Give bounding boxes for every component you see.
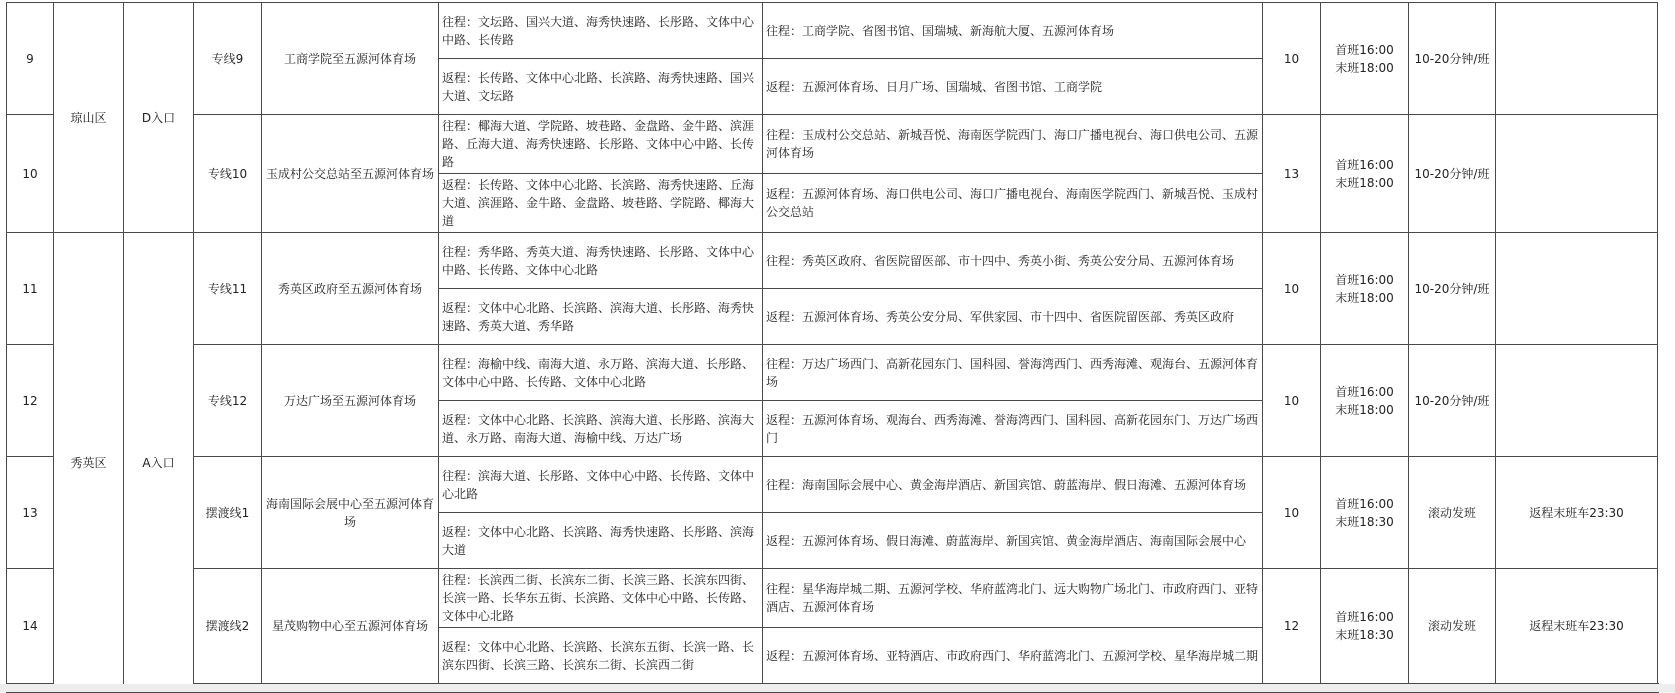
departure-interval: 10-20分钟/班 [1409,233,1496,345]
row-number: 12 [7,345,54,457]
return-stops: 返程：五源河体育场、亚特酒店、市政府西门、华府蓝湾北门、五源河学校、星华海岸城二期 [763,628,1263,684]
return-roads: 返程：文体中心北路、长滨路、长滨东五街、长滨一路、长滨东四街、长滨三路、长滨东二街、长滨西二街 [439,628,763,684]
service-hours [1321,569,1409,684]
service-hours [1321,115,1409,233]
return-stops: 返程：五源河体育场、秀英公安分局、军供家园、市十四中、省医院留医部、秀英区政府 [763,289,1263,345]
route-name: 海南国际会展中心至五源河体育场 [262,457,439,569]
table-row [7,233,1659,289]
outbound-stops: 往程：秀英区政府、省医院留医部、市十四中、秀英小街、秀英公安分局、五源河体育场 [763,233,1263,289]
line-code: 专线9 [194,3,262,115]
outbound-stops: 往程：玉成村公交总站、新城吾悦、海南医学院西门、海口广播电视台、海口供电公司、五源河体育场 [763,115,1263,174]
return-roads: 返程：长传路、文体中心北路、长滨路、海秀快速路、国兴大道、文坛路 [439,59,763,115]
row-number: 14 [7,569,54,684]
first-bus-time: 首班16:00 [1335,496,1394,511]
route-name: 万达广场至五源河体育场 [262,345,439,457]
district-cell: 琼山区 [54,3,124,233]
return-stops: 返程：五源河体育场、海口供电公司、海口广播电视台、海南医学院西门、新城吾悦、玉成村公交总站 [763,174,1263,233]
row-number: 11 [7,233,54,345]
entrance-cell: A入口 [124,233,194,693]
remark-cell [1496,345,1658,457]
outbound-stops: 往程：星华海岸城二期、五源河学校、华府蓝湾北门、远大购物广场北门、市政府西门、亚特酒店、五源河体育场 [763,569,1263,628]
table-row [7,3,1659,59]
route-name: 玉成村公交总站至五源河体育场 [262,115,439,233]
line-code: 专线10 [194,115,262,233]
return-roads: 返程：文体中心北路、长滨路、滨海大道、长彤路、滨海大道、永万路、南海大道、海榆中线、万达广场 [439,401,763,457]
first-bus-time: 首班16:00 [1335,272,1394,287]
remark-cell: 返程末班车23:30 [1496,569,1658,684]
vehicle-count: 10 [1263,345,1321,457]
last-bus-time: 末班18:00 [1335,175,1394,190]
line-code: 摆渡线1 [194,457,262,569]
return-roads: 返程：长传路、文体中心北路、长滨路、海秀快速路、丘海大道、滨涯路、金牛路、金盘路、坡巷路、学院路、椰海大道 [439,174,763,233]
departure-interval: 滚动发班 [1409,569,1496,684]
last-bus-time: 末班18:30 [1335,628,1394,642]
departure-interval: 滚动发班 [1409,457,1496,569]
outbound-roads: 往程：海榆中线、南海大道、永万路、滨海大道、长彤路、文体中心中路、长传路、文体中心北路 [439,345,763,401]
return-stops: 返程：五源河体育场、假日海滩、蔚蓝海岸、新国宾馆、黄金海岸酒店、海南国际会展中心 [763,513,1263,569]
remark-cell [1496,3,1658,115]
bus-schedule-table [6,2,1659,693]
service-hours [1321,345,1409,457]
outbound-stops: 往程：海南国际会展中心、黄金海岸酒店、新国宾馆、蔚蓝海岸、假日海滩、五源河体育场 [763,457,1263,513]
table-row [7,569,1659,628]
outbound-roads: 往程：秀华路、秀英大道、海秀快速路、长彤路、文体中心中路、长传路、文体中心北路 [439,233,763,289]
row-number: 9 [7,3,54,115]
first-bus-time: 首班16:00 [1335,157,1394,172]
route-name: 秀英区政府至五源河体育场 [262,233,439,345]
outbound-roads: 往程：滨海大道、长彤路、文体中心中路、长传路、文体中心北路 [439,457,763,513]
outbound-roads: 往程：长滨西二街、长滨东二街、长滨三路、长滨东四街、长滨一路、长华东五街、长滨路、文体中心中路、长传路、文体中心北路 [439,569,763,628]
departure-interval: 10-20分钟/班 [1409,3,1496,115]
return-roads: 返程：文体中心北路、长滨路、滨海大道、长彤路、海秀快速路、秀英大道、秀华路 [439,289,763,345]
first-bus-time: 首班16:00 [1335,610,1394,624]
line-code: 摆渡线2 [194,569,262,684]
row-number: 10 [7,115,54,233]
remark-cell [1496,115,1658,233]
last-bus-time: 末班18:00 [1335,402,1394,417]
table-row [7,457,1659,513]
vehicle-count: 13 [1263,115,1321,233]
first-bus-time: 首班16:00 [1335,384,1394,399]
remark-cell: 返程末班车23:30 [1496,457,1658,569]
service-hours [1321,233,1409,345]
outbound-roads: 往程：椰海大道、学院路、坡巷路、金盘路、金牛路、滨涯路、丘海大道、海秀快速路、长彤路、文体中心中路、长传路 [439,115,763,174]
district-cell: 秀英区 [54,233,124,693]
line-code: 专线12 [194,345,262,457]
row-number: 13 [7,457,54,569]
departure-interval: 10-20分钟/班 [1409,115,1496,233]
table-row [7,345,1659,401]
entrance-cell: D入口 [124,3,194,233]
vehicle-count: 10 [1263,457,1321,569]
horizontal-scrollbar[interactable] [0,684,1675,692]
service-hours [1321,457,1409,569]
return-stops: 返程：五源河体育场、观海台、西秀海滩、誉海湾西门、国科园、高新花园东门、万达广场西门 [763,401,1263,457]
return-stops: 返程：五源河体育场、日月广场、国瑞城、省图书馆、工商学院 [763,59,1263,115]
route-name: 星茂购物中心至五源河体育场 [262,569,439,684]
return-roads: 返程：文体中心北路、长滨路、海秀快速路、长彤路、滨海大道 [439,513,763,569]
departure-interval: 10-20分钟/班 [1409,345,1496,457]
vehicle-count: 10 [1263,233,1321,345]
outbound-roads: 往程：文坛路、国兴大道、海秀快速路、长彤路、文体中心中路、长传路 [439,3,763,59]
last-bus-time: 末班18:00 [1335,290,1394,305]
service-hours [1321,3,1409,115]
vehicle-count: 10 [1263,3,1321,115]
vehicle-count: 12 [1263,569,1321,684]
table-row [7,115,1659,174]
last-bus-time: 末班18:30 [1335,514,1394,529]
remark-cell [1496,233,1658,345]
outbound-stops: 往程：万达广场西门、高新花园东门、国科园、誉海湾西门、西秀海滩、观海台、五源河体育场 [763,345,1263,401]
outbound-stops: 往程：工商学院、省图书馆、国瑞城、新海航大厦、五源河体育场 [763,3,1263,59]
route-name: 工商学院至五源河体育场 [262,3,439,115]
line-code: 专线11 [194,233,262,345]
last-bus-time: 末班18:00 [1335,60,1394,75]
first-bus-time: 首班16:00 [1335,42,1394,57]
